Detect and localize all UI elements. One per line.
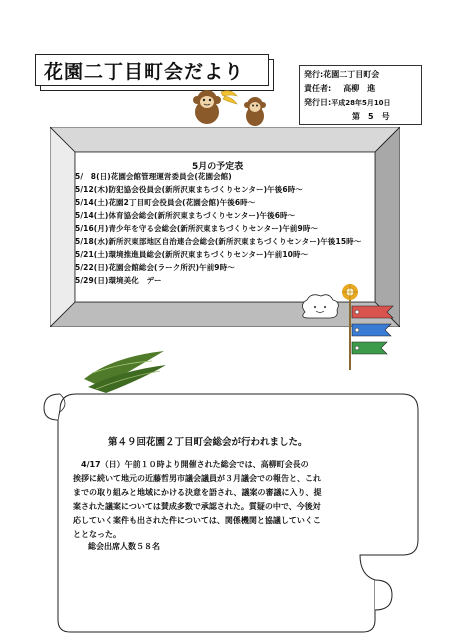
article-line: 案された議案については賛成多数で承認された。質疑の中で、今後対	[73, 502, 321, 511]
schedule-item: 5/ 8(日)花園会館管理運営委員会(花園会館)	[75, 172, 232, 181]
publisher-label: 発行:	[304, 70, 324, 79]
schedule-title: 5月の予定表	[192, 162, 244, 172]
article-line: までの取り組みと地域にかける決意を語され、議案の審議に入り、提	[73, 488, 322, 497]
article-line: 挨拶に続いて地元の近藤哲男市議会議員が３月議会での報告と、これ	[73, 474, 321, 483]
publisher-value: 花園二丁目町会	[323, 70, 380, 79]
publisher-row	[304, 69, 379, 80]
date-row	[304, 97, 391, 108]
schedule-item: 5/29(日)環境美化 デー	[75, 276, 162, 285]
newsletter-title: 花園二丁目町会だより	[44, 61, 245, 83]
schedule-item: 5/21(土)環境推進員総会(新所沢東まちづくりセンター)午前10時～	[75, 250, 309, 259]
schedule-item: 5/16(月)青少年を守る会総会(新所沢東まちづくりセンター)午前9時～	[75, 224, 319, 233]
carp-red-icon	[352, 306, 393, 318]
chimaki-leaves-photo	[82, 349, 167, 394]
carp-blue-icon	[352, 324, 391, 336]
schedule-item: 5/18(水)新所沢東部地区自治連合会総会(新所沢東まちづくりセンター)午後15時～	[75, 237, 362, 246]
monkey-right-icon	[244, 97, 266, 126]
monkeys-illustration	[185, 86, 280, 128]
article-body	[73, 458, 373, 542]
banana-icon	[221, 91, 237, 104]
cloud-face-icon	[302, 295, 338, 318]
schedule-item: 5/12(木)防犯協会役員会(新所沢東まちづくりセンター)午後6時～	[75, 185, 303, 194]
schedule-item: 5/14(土)花園2丁目町会役員会(花園会館)午後6時～	[75, 198, 256, 207]
date-value: 平成28年5月10日	[331, 99, 391, 107]
issue-number: 第 5 号	[352, 112, 390, 121]
publication-info-box	[299, 65, 422, 125]
monkey-left-icon	[193, 90, 221, 124]
schedule-item: 5/22(日)花園会館総会(ラーク所沢)午前9時～	[75, 263, 235, 272]
schedule-item: 5/14(土)体育協会総会(新所沢東まちづくりセンター)午後6時～	[75, 211, 296, 220]
koinobori-illustration	[295, 282, 400, 372]
article-line: 4/17（日）午前１０時より開催された総会では、高柳町会長の	[73, 460, 309, 469]
article-line: ととなった。	[73, 530, 121, 539]
responsible-value: 高柳 進	[343, 84, 376, 93]
date-label: 発行日:	[304, 98, 332, 107]
article-title: 第４９回花園２丁目町会総会が行われました。	[108, 437, 308, 448]
responsible-label: 責任者:	[304, 84, 332, 93]
carp-green-icon	[352, 342, 387, 354]
responsible-row	[304, 83, 375, 94]
attendance-count: 総会出席人数５８名	[88, 542, 160, 551]
pinwheel-icon	[342, 284, 358, 300]
article-line: 応していく案件も出された件については、関係機関と協議していくこ	[73, 516, 321, 525]
